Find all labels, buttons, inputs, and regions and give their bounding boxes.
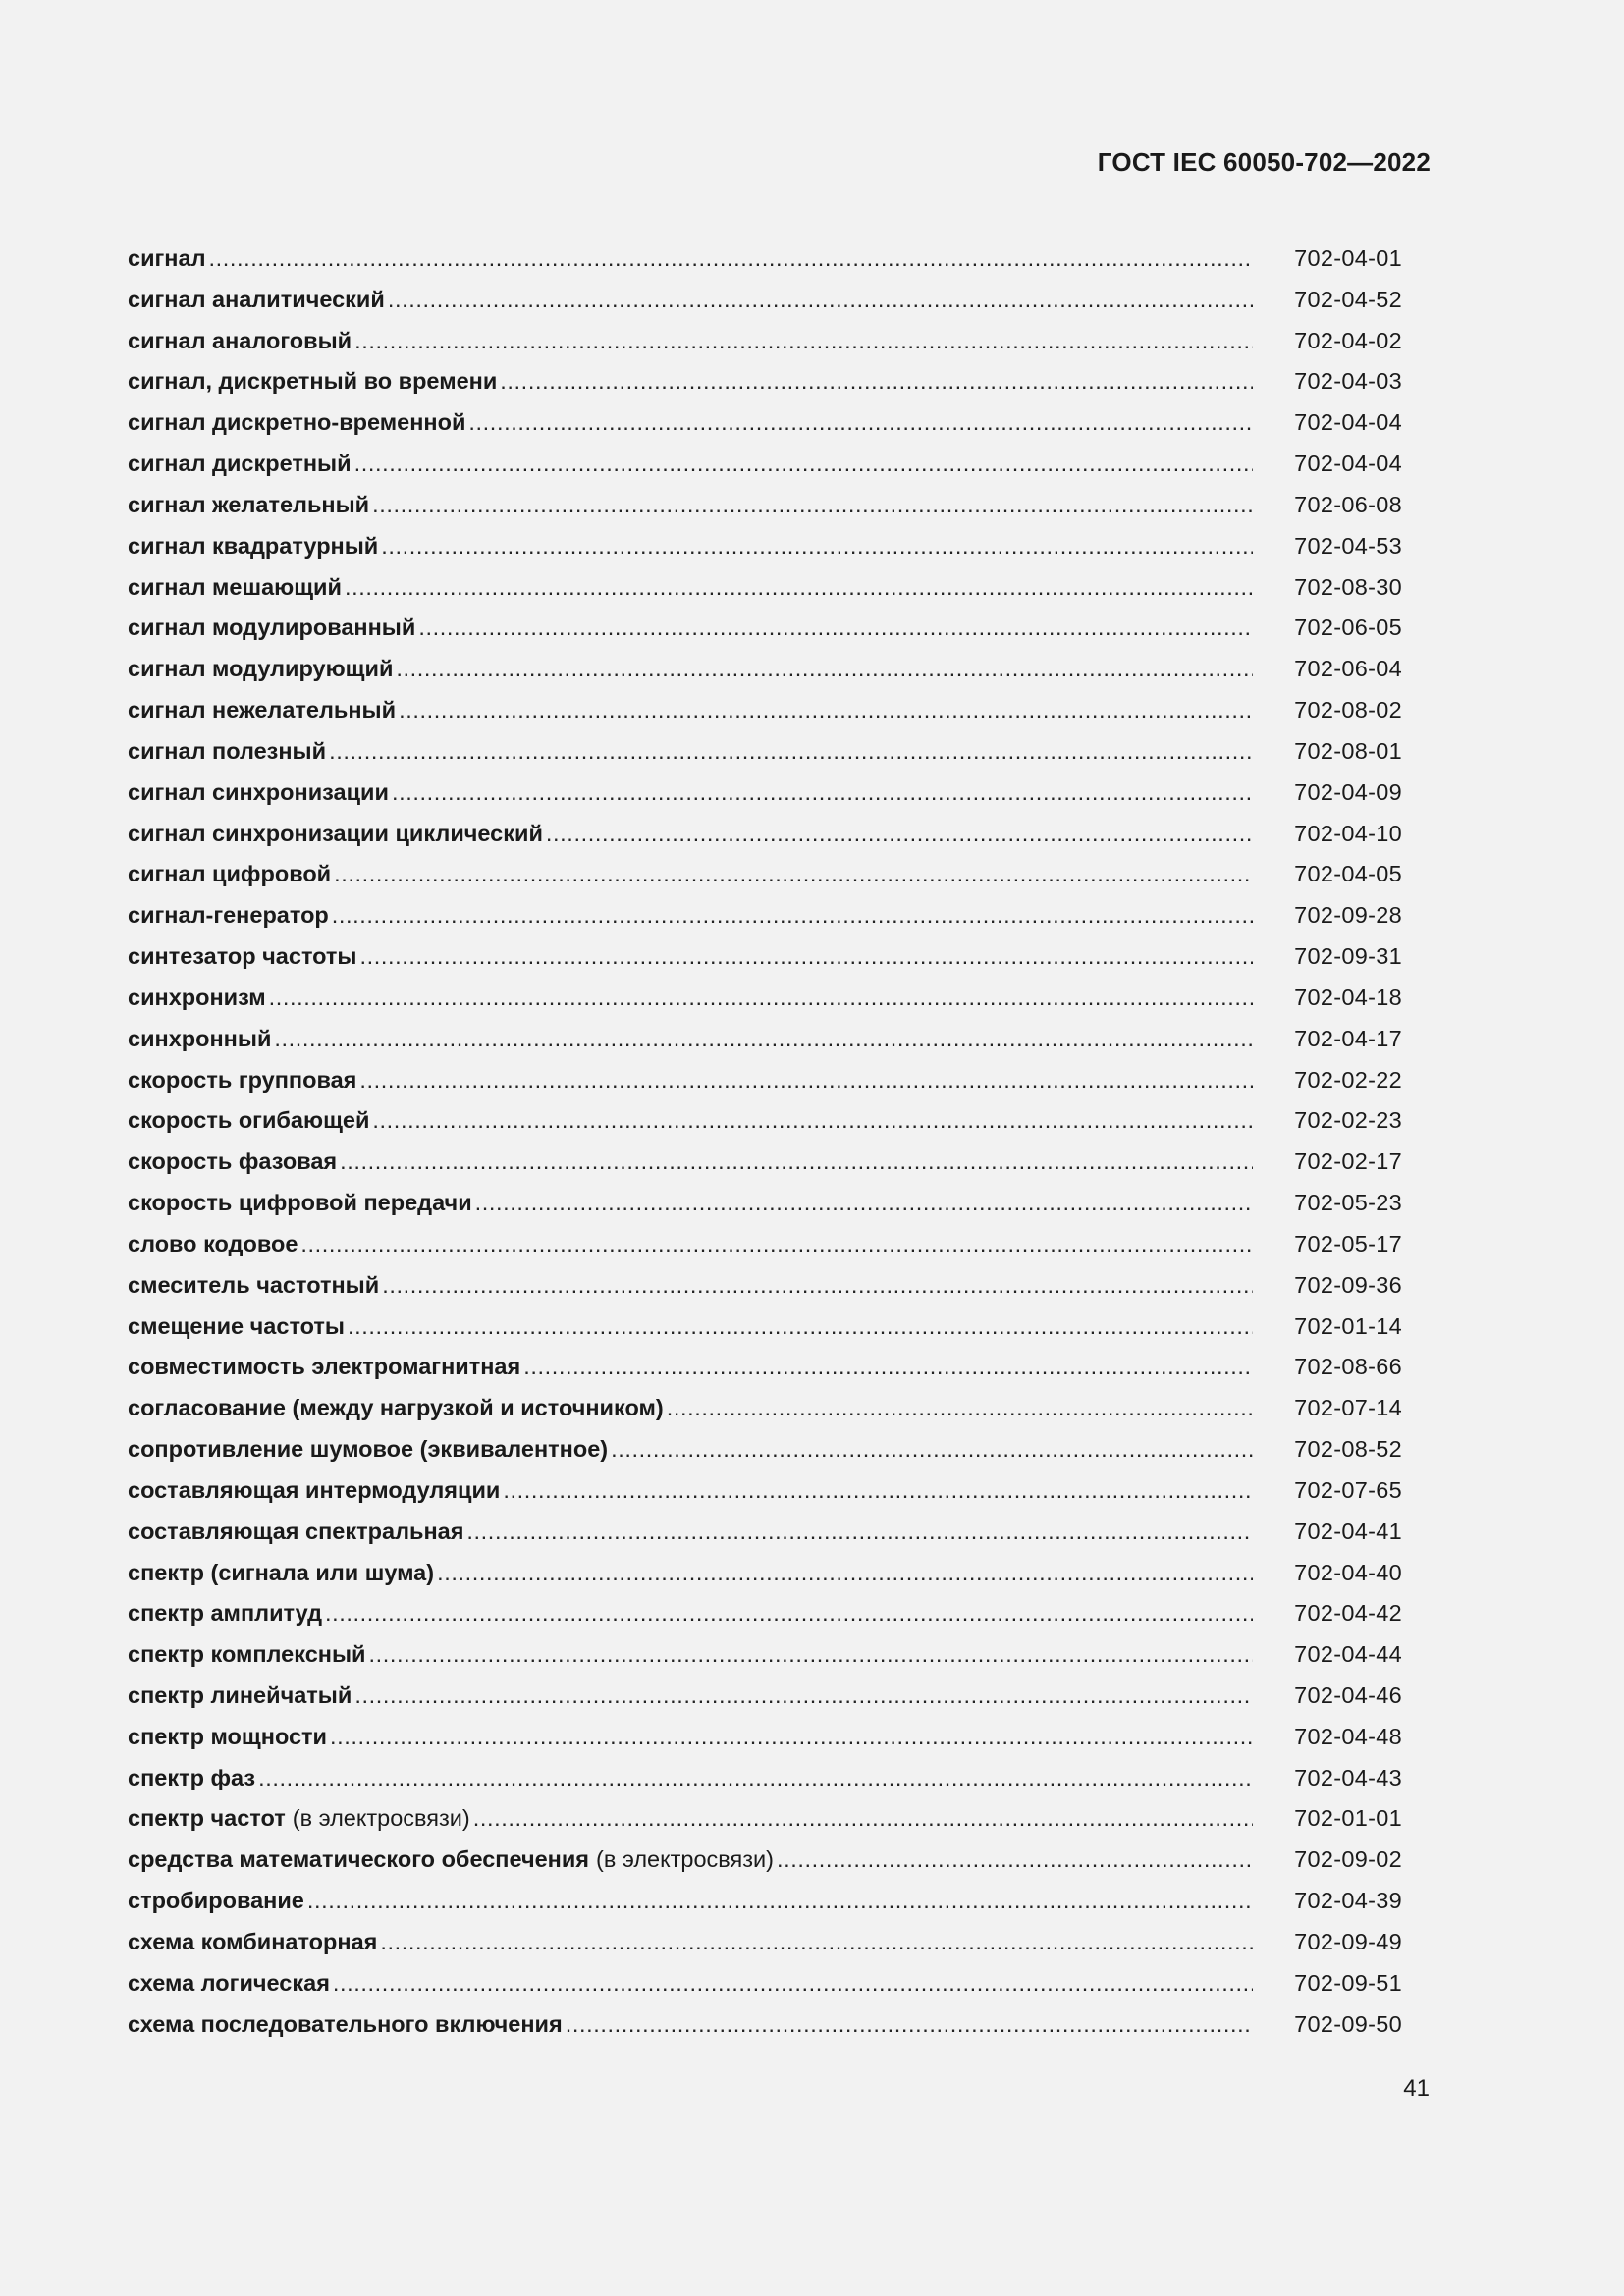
dot-leader [326,731,1253,773]
entry-code: 702-04-44 [1294,1641,1402,1668]
dot-leader [255,1758,1253,1799]
entry-term: сигнал дискретно-временной [128,409,466,436]
entry-term: сигнал аналитический [128,286,385,312]
index-entry [128,1593,1402,1634]
entry-code: 702-04-18 [1294,984,1402,1010]
index-entry [128,1963,1402,2004]
entry-code: 702-04-04 [1294,409,1402,436]
entry-code: 702-04-42 [1294,1600,1402,1627]
index-entry [128,1307,1402,1348]
dot-leader [389,773,1253,814]
index-entry [128,361,1402,402]
entry-code: 702-09-02 [1294,1846,1402,1873]
dot-leader [357,936,1254,978]
dot-leader [298,1224,1253,1265]
entry-term: схема последовательного включения [128,2010,563,2037]
entry-code: 702-04-43 [1294,1764,1402,1790]
entry-term: составляющая интермодуляции [128,1476,501,1503]
entry-code: 702-04-41 [1294,1518,1402,1544]
dot-leader [322,1593,1253,1634]
dot-leader [415,608,1253,649]
entry-term: сигнал-генератор [128,902,329,929]
entry-code: 702-08-02 [1294,697,1402,723]
entry-qualifier: (в электросвязи) [596,1846,774,1873]
entry-code: 702-04-01 [1294,245,1402,271]
entry-code: 702-06-08 [1294,491,1402,517]
entry-code: 702-02-23 [1294,1107,1402,1134]
index-entry [128,1429,1402,1470]
entry-term: сигнал нежелательный [128,697,397,723]
entry-term: сигнал, дискретный во времени [128,368,498,395]
dot-leader [352,1676,1253,1717]
dot-leader [337,1142,1253,1183]
index-entry [128,1676,1402,1717]
entry-term: сигнал [128,245,206,271]
index-entry [128,690,1402,731]
entry-term: схема комбинаторная [128,1928,378,1954]
index-entry [128,239,1402,280]
index-entry [128,526,1402,567]
entry-term: сигнал дискретный [128,451,352,477]
dot-leader [352,321,1253,362]
index-entry [128,2004,1402,2046]
index-entry [128,1553,1402,1594]
entry-term: составляющая спектральная [128,1518,464,1544]
index-entry [128,1758,1402,1799]
index-entry [128,402,1402,444]
dot-leader [497,361,1253,402]
dot-leader [342,567,1253,609]
index-entry [128,895,1402,936]
dot-leader [608,1429,1253,1470]
entry-term: спектр амплитуд [128,1600,323,1627]
entry-term: схема логическая [128,1969,330,1996]
dot-leader [330,1963,1253,2004]
index-entry [128,936,1402,978]
entry-term: синхронный [128,1025,272,1051]
index-entry [128,1470,1402,1512]
index-entry [128,1512,1402,1553]
entry-code: 702-04-52 [1294,286,1402,312]
index-entry [128,1142,1402,1183]
dot-leader [463,1512,1253,1553]
index-entry [128,1224,1402,1265]
index-entry [128,1717,1402,1758]
dot-leader [563,2004,1253,2046]
entry-code: 702-04-48 [1294,1723,1402,1749]
entry-term: сигнал модулирующий [128,656,394,682]
dot-leader [331,854,1253,895]
dot-leader [352,444,1253,485]
entry-code: 702-04-40 [1294,1559,1402,1585]
dot-leader [327,1717,1253,1758]
entry-code: 702-05-17 [1294,1230,1402,1256]
dot-leader [206,239,1254,280]
entry-term: скорость цифровой передачи [128,1190,472,1216]
entry-term: спектр (сигнала или шума) [128,1559,435,1585]
index-entry [128,608,1402,649]
dot-leader [434,1553,1253,1594]
entry-code: 702-04-46 [1294,1682,1402,1708]
dot-leader [472,1183,1253,1224]
dot-leader [664,1388,1253,1429]
entry-code: 702-04-09 [1294,778,1402,805]
entry-term: сигнал синхронизации циклический [128,820,543,846]
entry-code: 702-07-14 [1294,1395,1402,1421]
entry-code: 702-05-23 [1294,1190,1402,1216]
dot-leader [470,1798,1253,1840]
dot-leader [304,1881,1253,1922]
index-entry [128,567,1402,609]
dot-leader [266,978,1253,1019]
entry-term: смеситель частотный [128,1271,380,1298]
entry-code: 702-06-04 [1294,656,1402,682]
entry-term: сигнал квадратурный [128,532,379,559]
entry-term: сигнал полезный [128,737,327,764]
entry-code: 702-09-36 [1294,1271,1402,1298]
entry-term: спектр частот [128,1805,286,1832]
dot-leader [365,1634,1253,1676]
dot-leader [543,814,1253,855]
dot-leader [396,690,1253,731]
entry-term: спектр линейчатый [128,1682,352,1708]
dot-leader [385,280,1253,321]
entry-code: 702-04-05 [1294,861,1402,887]
entry-term: спектр мощности [128,1723,328,1749]
index-entry [128,1265,1402,1307]
entry-qualifier: (в электросвязи) [292,1805,470,1832]
entry-code: 702-01-14 [1294,1312,1402,1339]
entry-code: 702-04-10 [1294,820,1402,846]
entry-term: сигнал аналоговый [128,327,352,353]
entry-code: 702-08-52 [1294,1436,1402,1463]
entry-code: 702-09-50 [1294,2010,1402,2037]
entry-code: 702-02-22 [1294,1066,1402,1093]
index-entry [128,1347,1402,1388]
index-entry [128,1798,1402,1840]
entry-term: скорость огибающей [128,1107,370,1134]
dot-leader [369,1100,1253,1142]
dot-leader [379,1265,1253,1307]
index-entry [128,1019,1402,1060]
entry-code: 702-01-01 [1294,1805,1402,1832]
term-index [128,239,1402,2045]
index-entry [128,731,1402,773]
entry-term: слово кодовое [128,1230,298,1256]
entry-code: 702-04-04 [1294,451,1402,477]
entry-code: 702-02-17 [1294,1148,1402,1175]
entry-term: сигнал модулированный [128,614,416,641]
entry-term: сигнал синхронизации [128,778,389,805]
entry-code: 702-04-39 [1294,1888,1402,1914]
entry-code: 702-04-03 [1294,368,1402,395]
index-entry [128,854,1402,895]
entry-term: сигнал цифровой [128,861,332,887]
dot-leader [329,895,1253,936]
entry-term: совместимость электромагнитная [128,1354,521,1380]
index-entry [128,1060,1402,1101]
index-entry [128,321,1402,362]
entry-term: сигнал мешающий [128,573,342,600]
dot-leader [774,1840,1253,1881]
entry-code: 702-04-02 [1294,327,1402,353]
index-entry [128,649,1402,690]
dot-leader [271,1019,1253,1060]
index-entry [128,280,1402,321]
entry-code: 702-08-66 [1294,1354,1402,1380]
dot-leader [500,1470,1253,1512]
index-entry [128,1922,1402,1963]
index-entry [128,773,1402,814]
index-entry [128,1881,1402,1922]
entry-term: спектр комплексный [128,1641,366,1668]
entry-term: скорость групповая [128,1066,357,1093]
index-entry [128,444,1402,485]
index-entry [128,814,1402,855]
dot-leader [369,485,1253,526]
entry-term: сопротивление шумовое (эквивалентное) [128,1436,609,1463]
entry-term: согласование (между нагрузкой и источником) [128,1395,664,1421]
entry-term: смещение частоты [128,1312,345,1339]
dot-leader [465,402,1253,444]
entry-term: спектр фаз [128,1764,256,1790]
index-entry [128,1840,1402,1881]
entry-term: синтезатор частоты [128,943,357,970]
index-entry [128,978,1402,1019]
entry-code: 702-09-51 [1294,1969,1402,1996]
entry-code: 702-08-01 [1294,737,1402,764]
document-header: ГОСТ IEC 60050-702—2022 [1097,147,1431,177]
entry-term: скорость фазовая [128,1148,338,1175]
entry-term: стробирование [128,1888,304,1914]
index-entry [128,1183,1402,1224]
index-entry [128,1388,1402,1429]
page-number: 41 [1403,2075,1430,2102]
dot-leader [377,1922,1253,1963]
index-entry [128,1100,1402,1142]
index-entry [128,485,1402,526]
dot-leader [378,526,1253,567]
entry-code: 702-04-53 [1294,532,1402,559]
entry-code: 702-07-65 [1294,1476,1402,1503]
dot-leader [345,1307,1253,1348]
entry-term: сигнал желательный [128,491,370,517]
entry-code: 702-09-49 [1294,1928,1402,1954]
dot-leader [356,1060,1253,1101]
entry-code: 702-06-05 [1294,614,1402,641]
index-entry [128,1634,1402,1676]
entry-code: 702-09-28 [1294,902,1402,929]
entry-code: 702-08-30 [1294,573,1402,600]
entry-term: средства математического обеспечения [128,1846,590,1873]
dot-leader [393,649,1253,690]
entry-code: 702-04-17 [1294,1025,1402,1051]
dot-leader [520,1347,1253,1388]
entry-term: синхронизм [128,984,266,1010]
entry-code: 702-09-31 [1294,943,1402,970]
